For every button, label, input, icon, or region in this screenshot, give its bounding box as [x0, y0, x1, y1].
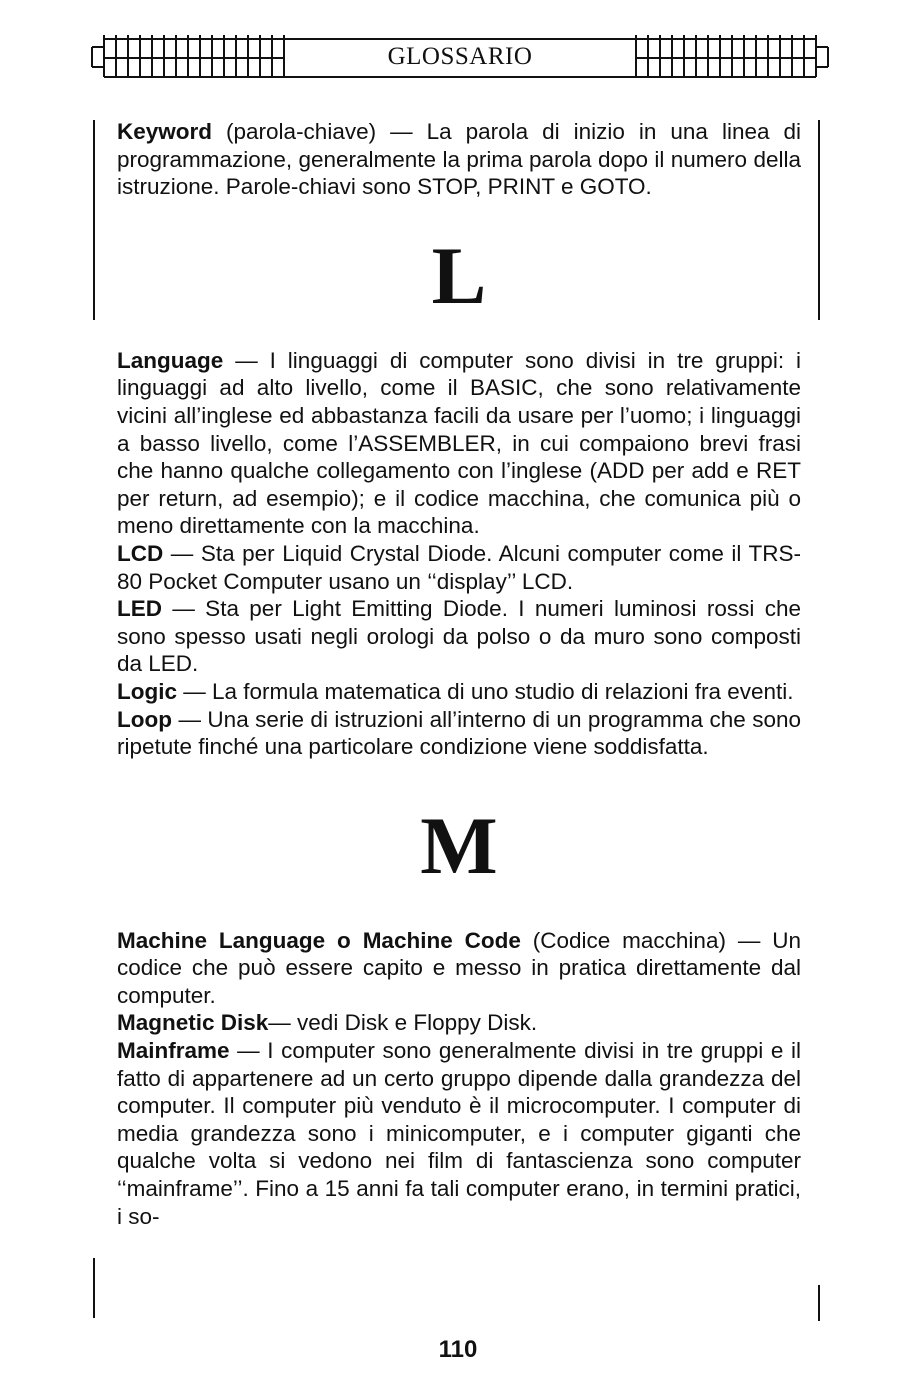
- glossary-content: [117, 118, 801, 1230]
- entry-definition: — La formula matematica di uno studio di relazioni fra eventi.: [177, 678, 794, 704]
- entry-term: Keyword: [117, 119, 213, 144]
- glossary-entry: [117, 678, 801, 706]
- entry-term: LCD: [117, 540, 164, 566]
- glossary-entry: [117, 118, 801, 201]
- section-letter-m: M: [420, 799, 498, 891]
- entry-definition: — I linguaggi di computer sono divisi in tre gruppi: i linguaggi ad alto livello, come il BASIC, che sono relativamente vicini all’inglese ed abbastanza facili da usare per l’uomo; i linguaggi a basso livello, come l’ASSEMBLER, in cui compaiono brevi frasi che hanno qualche collegamento con l’inglese (ADD per add e RET per return, ad esempio); e il codice macchina, che comunica più o meno direttamente con la macchina.: [117, 347, 801, 539]
- header-title: GLOSSARIO: [387, 43, 533, 70]
- right-margin-rule: [818, 120, 820, 320]
- entries-l: [117, 347, 801, 761]
- left-margin-rule-bottom: [93, 1258, 95, 1318]
- entry-definition: — Una serie di istruzioni all’interno di un programma che sono ripetute finché una particolare condizione viene soddisfatta.: [117, 706, 801, 760]
- entry-definition: — Sta per Light Emitting Diode. I numeri luminosi rossi che sono spesso usati negli orologi da polso o da muro sono composti da LED.: [117, 596, 801, 677]
- glossary-entry: [117, 540, 801, 595]
- glossary-entry: [117, 1037, 801, 1230]
- left-margin-rule: [93, 120, 95, 320]
- entries-k: [117, 118, 801, 201]
- glossary-entry: [117, 595, 801, 678]
- section-letter-l: L: [431, 229, 487, 321]
- entry-term: LED: [117, 596, 162, 622]
- glossary-entry: [117, 347, 801, 540]
- entries-m: [117, 927, 801, 1231]
- page-number: 110: [438, 1336, 478, 1363]
- entry-definition: — I computer sono generalmente divisi in tre gruppi e il fatto di appartenere ad un certo gruppo dipende dalla grandezza del computer. Il computer più venduto è il microcomputer. I computer di media grandezza sono i minicomputer, e i computer giganti che qualche volta si vedono nei film di fantascienza sono computer ‘‘mainframe’’. Fino a 15 anni fa tali computer erano, in termini pratici, i so-: [117, 1038, 801, 1229]
- glossary-entry: [117, 706, 801, 761]
- entry-term: Logic: [117, 678, 177, 704]
- entry-term: Loop: [117, 706, 172, 732]
- entry-definition: (Codice macchina) — Un codice che può essere capito e messo in pratica direttamente dal computer.: [117, 927, 801, 1008]
- glossary-entry: [117, 927, 801, 1010]
- glossary-entry: [117, 1009, 801, 1037]
- entry-term: Machine Language o Machine Code: [117, 927, 521, 953]
- entry-definition: — Sta per Liquid Crystal Diode. Alcuni computer come il TRS-80 Pocket Computer usano un ‘‘display’’ LCD.: [117, 540, 801, 594]
- entry-definition: — vedi Disk e Floppy Disk.: [268, 1010, 538, 1036]
- entry-term: Language: [117, 347, 224, 373]
- right-margin-rule-bottom: [818, 1285, 820, 1321]
- page-header: [90, 33, 830, 83]
- entry-term: Magnetic Disk: [117, 1010, 269, 1036]
- entry-definition: (parola-chiave) — La parola di inizio in una linea di programmazione, generalmente la prima parola dopo il numero della istruzione. Parole-chiavi sono STOP, PRINT e GOTO.: [117, 119, 801, 200]
- entry-term: Mainframe: [117, 1038, 230, 1064]
